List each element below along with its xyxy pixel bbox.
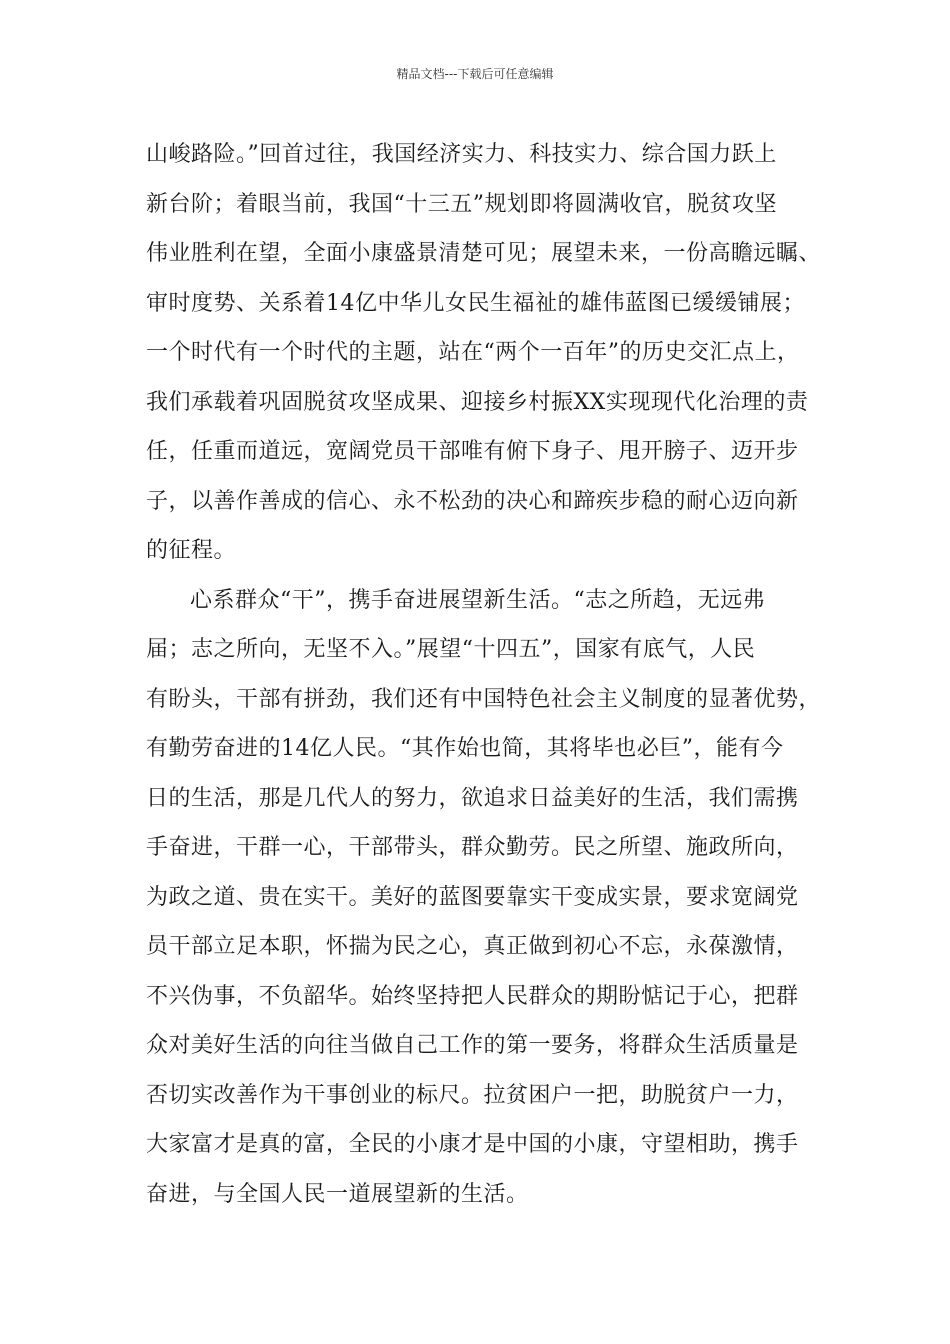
text-line: 伟业胜利在望，全面小康盛景清楚可见；展望未来，一份高瞻远瞩、 [146,241,822,266]
text-line: 心系群众“干”，携手奋进展望新生活。“志之所趋，无远弗 [190,587,766,613]
text-line: 众对美好生活的向往当做自己工作的第一要务，将群众生活质量是 [146,1033,799,1058]
text-line: 员干部立足本职，怀揣为民之心，真正做到初心不忘，永葆激情， [146,934,799,959]
text-line: 奋进，与全国人民一道展望新的生活。 [146,1181,529,1207]
text-line: 大家富才是真的富，全民的小康才是中国的小康，守望相助，携手 [146,1132,799,1157]
text-line: 子，以善作善成的信心、永不松劲的决心和蹄疾步稳的耐心迈向新 [146,488,799,514]
text-line: 的征程。 [146,538,237,563]
text-line: 手奋进，干群一心，干部带头，群众勤劳。民之所望、施政所向， [146,835,799,860]
text-line: 我们承载着巩固脱贫攻坚成果、迎接乡村振XX实现现代化治理的责 [146,389,809,415]
document-body [146,130,826,1219]
text-line: 日的生活，那是几代人的努力，欲追求日益美好的生活，我们需携 [146,785,799,811]
text-line: 一个时代有一个时代的主题，站在“两个一百年”的历史交汇点上， [146,340,800,365]
text-line: 否切实改善作为干事创业的标尺。拉贫困户一把，助脱贫户一力， [146,1082,799,1108]
text-line: 届；志之所向，无坚不入。”展望“十四五”，国家有底气，人民 [146,637,756,662]
paragraph-1 [146,130,826,576]
page-header: 精品文档---下载后可任意编辑 [396,67,554,81]
text-line: 新台阶；着眼当前，我国“十三五”规划即将圆满收官，脱贫攻坚 [146,191,777,217]
text-line: 有勤劳奋进的14亿人民。“其作始也简，其将毕也必巨”，能有今 [146,736,784,761]
paragraph-2 [146,576,826,1220]
text-line: 有盼头，干部有拼劲，我们还有中国特色社会主义制度的显著优势， [146,686,822,712]
text-line: 为政之道、贵在实干。美好的蓝图要靠实干变成实景，要求宽阔党 [146,884,799,910]
text-line: 山峻路险。”回首过往，我国经济实力、科技实力、综合国力跃上 [146,142,777,167]
text-line: 审时度势、关系着14亿中华儿女民生福祉的雄伟蓝图已缓缓铺展； [146,290,805,316]
text-line: 不兴伪事，不负韶华。始终坚持把人民群众的期盼惦记于心，把群 [146,983,799,1009]
text-line: 任，任重而道远，宽阔党员干部唯有俯下身子、甩开膀子、迈开步 [146,439,799,464]
